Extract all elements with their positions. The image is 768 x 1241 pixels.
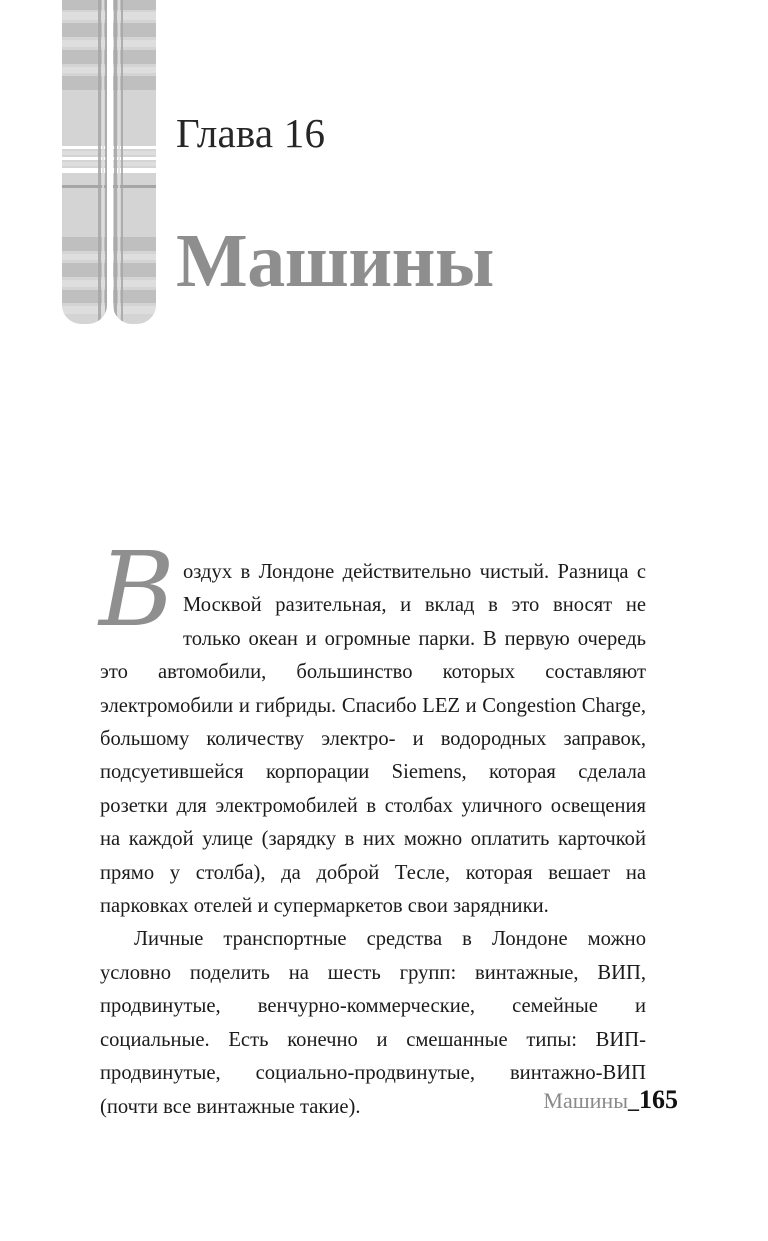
dropcap-glyph: В <box>99 545 175 645</box>
paragraph-1 <box>99 545 646 923</box>
plaid-ornament <box>62 0 156 324</box>
page-number: 165 <box>639 1085 678 1114</box>
plaid-column-right <box>113 0 156 324</box>
paragraph-1-text: оздух в Лондоне действительно чистый. Разница с Москвой разительная, и вклад в это вносят не только океан и огромные парки. В первую очередь это автомобили, большинство которых составляют электромобили и гибриды. Спасибо LEZ и Congestion Charge, большому количеству электро- и водородных заправок, подсуетившейся корпорации Siemens, которая сделала розетки для электромобилей в столбах уличного освещения на каждой улице (зарядку в них можно оплатить карточкой прямо у столба), да доброй Тесле, которая вешает на парковках отелей и супермаркетов свои зарядники. <box>100 561 646 918</box>
body-text-block <box>99 545 646 1124</box>
paragraph-2-text: Личные транспортные средства в Лондоне можно условно поделить на шесть групп: винтажные, ВИП, продвинутые, венчурно-коммерческие, семейные и социальные. Есть конечно и смешанные типы: ВИП-продвинутые, социально-продвинутые, винтажно-ВИП (почти все винтажные такие). <box>100 928 646 1118</box>
page-title: Машины <box>176 218 494 303</box>
dropcap-spacer <box>100 556 183 649</box>
plaid-column-left <box>62 0 107 324</box>
running-title: Машины <box>543 1088 628 1113</box>
page-footer <box>543 1087 678 1113</box>
folio-separator: _ <box>628 1088 639 1113</box>
chapter-label: Глава 16 <box>176 110 326 156</box>
